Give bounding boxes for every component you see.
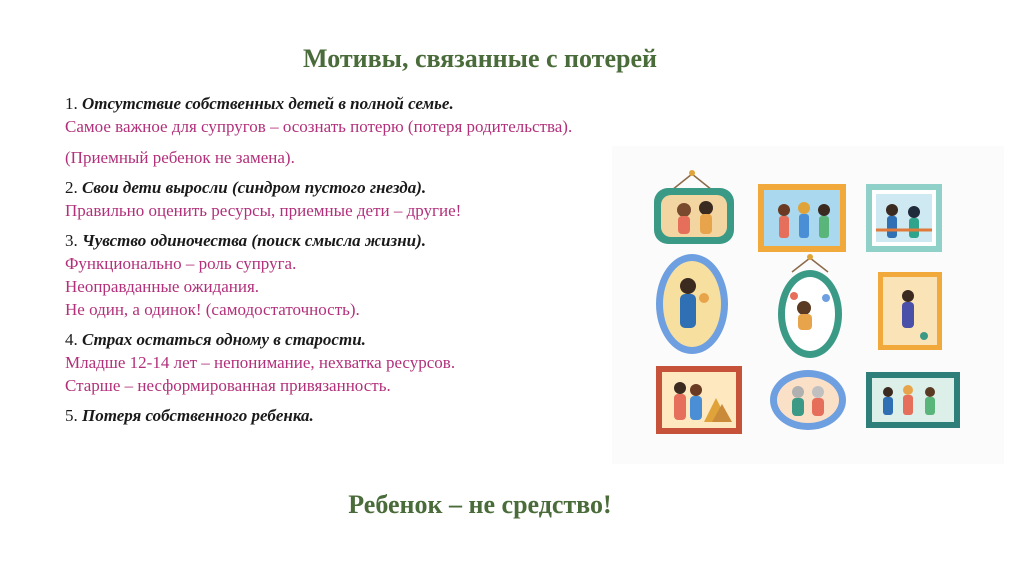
motive-item-3	[65, 229, 625, 321]
motive-item-1	[65, 92, 625, 169]
motive-item-2	[65, 176, 625, 222]
motives-list	[65, 92, 625, 434]
motive-item-4	[65, 328, 625, 397]
item-line: Самое важное для супругов – осознать потерю (потеря родительства).	[65, 117, 573, 136]
family-photo-frames-illustration	[612, 146, 1004, 464]
photo-frames-icon	[612, 146, 1004, 464]
item-number: 4.	[65, 330, 78, 349]
item-number: 1.	[65, 94, 78, 113]
slide-footer-statement: Ребенок – не средство!	[348, 490, 612, 519]
item-number: 3.	[65, 231, 78, 250]
item-line: Правильно оценить ресурсы, приемные дети – другие!	[65, 201, 462, 220]
motive-item-5	[65, 404, 625, 427]
item-line: Не один, а одинок! (самодостаточность).	[65, 300, 360, 319]
item-heading: Потеря собственного ребенка.	[82, 406, 314, 425]
item-heading: Страх остаться одному в старости.	[82, 330, 366, 349]
item-number: 2.	[65, 178, 78, 197]
item-line: Младше 12-14 лет – непонимание, нехватка ресурсов.	[65, 353, 456, 372]
item-heading: Свои дети выросли (синдром пустого гнезда).	[82, 178, 427, 197]
item-heading: Отсутствие собственных детей в полной семье.	[82, 94, 454, 113]
item-line: Функционально – роль супруга.	[65, 254, 297, 273]
item-line: (Приемный ребенок не замена).	[65, 148, 295, 167]
item-line: Неоправданные ожидания.	[65, 277, 260, 296]
slide-title: Мотивы, связанные с потерей	[303, 44, 657, 73]
item-line: Старше – несформированная привязанность.	[65, 376, 391, 395]
item-heading: Чувство одиночества (поиск смысла жизни).	[82, 231, 426, 250]
item-number: 5.	[65, 406, 78, 425]
